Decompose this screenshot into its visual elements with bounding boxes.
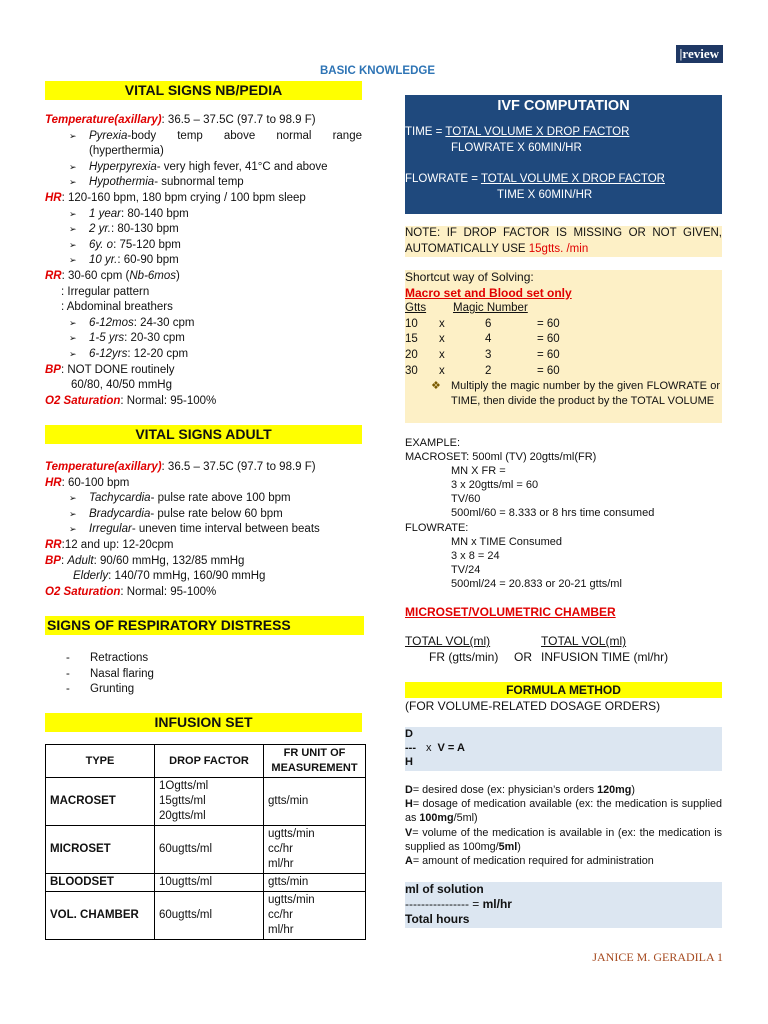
nb-hr-item-desc: : 75-120 bpm — [113, 238, 181, 251]
infusion-drop-factor — [155, 778, 264, 826]
nb-o2-value: : Normal: 95-100% — [120, 394, 217, 407]
arrow-bullet-icon: ➢ — [69, 161, 77, 172]
ivf-time-denominator: FLOWRATE X 60MIN/HR — [451, 141, 582, 154]
resp-distress-list — [66, 651, 154, 698]
ivf-computation-box — [405, 95, 722, 214]
nb-rr-item-term: 6-12yrs — [89, 347, 128, 360]
drop-factor-value: 15gtts/ml — [159, 795, 206, 807]
adult-bp-label: BP — [45, 554, 61, 567]
example-line: MN x TIME Consumed — [451, 535, 563, 548]
formula-definition — [405, 797, 722, 825]
adult-rr-label: RR — [45, 538, 62, 551]
nb-bp-line2: 60/80, 40/50 mmHg — [71, 379, 173, 392]
infusion-type: MICROSET — [46, 826, 155, 874]
shortcut-x: x — [439, 333, 445, 346]
adult-rr-value: :12 and up: 12-20cpm — [61, 538, 174, 551]
arrow-bullet-icon: ➢ — [69, 333, 77, 344]
fr-unit-value: ugtts/min — [268, 828, 315, 840]
nb-rr-close: ) — [176, 269, 180, 282]
infusion-set-header: INFUSION SET — [45, 713, 362, 732]
shortcut-magic: 2 — [485, 364, 492, 377]
nb-vitals-header: VITAL SIGNS NB/PEDIA — [45, 81, 362, 100]
adult-vitals-header: VITAL SIGNS ADULT — [45, 425, 362, 444]
definition-after: /5ml) — [453, 812, 478, 825]
formula-definition — [405, 826, 722, 854]
nb-rr-item — [45, 331, 365, 347]
adult-temp-label: Temperature(axillary) — [45, 461, 162, 473]
col-magic-number: Magic Number — [453, 302, 528, 315]
drop-factor-value: 1Ogtts/ml — [159, 780, 209, 792]
example-line: 500ml/60 = 8.333 or 8 hrs time consumed — [451, 507, 655, 520]
nb-rr-note: : Irregular pattern — [61, 285, 150, 298]
nb-temp-item — [45, 129, 362, 160]
drop-factor-value: 60ugtts/ml — [159, 909, 213, 921]
nb-hr-item-desc: : 80-130 bpm — [110, 223, 179, 236]
nb-rr-item — [45, 316, 365, 332]
fr-unit-value: ml/hr — [268, 858, 294, 870]
table-header: DROP FACTOR — [155, 745, 264, 778]
shortcut-box — [405, 270, 722, 423]
nb-temp-item-desc: - very high fever, 41°C and above — [156, 160, 328, 173]
definition-bold: 120mg — [597, 784, 632, 796]
note-text: NOTE: IF DROP FACTOR IS MISSING OR NOT GIVEN, AUTOMATICALLY USE — [405, 227, 722, 255]
adult-hr-item-desc: - pulse rate above 100 bpm — [150, 492, 291, 505]
example-line: 500ml/24 = 20.833 or 20-21 gtts/ml — [451, 577, 622, 590]
table-header: TYPE — [46, 745, 155, 778]
resp-distress-item — [66, 682, 154, 698]
definition-key: H — [405, 798, 413, 811]
shortcut-x: x — [439, 348, 445, 361]
table-header: FR UNIT OF MEASUREMENT — [264, 745, 366, 778]
nb-rr-value: : 30-60 cpm ( — [61, 269, 130, 282]
adult-bp-elderly-label: Elderly — [73, 570, 109, 583]
nb-hr-item-term: 2 yr. — [89, 223, 111, 236]
arrow-bullet-icon: ➢ — [69, 224, 77, 235]
nb-rr-paren: Nb-6mos — [129, 269, 177, 282]
footer-author: JANICE M. GERADILA 1 — [592, 950, 723, 964]
arrow-bullet-icon: ➢ — [69, 493, 77, 504]
ml-per-hour-box — [405, 882, 722, 928]
shortcut-magic: 4 — [485, 333, 492, 346]
nb-hr-item-term: 10 yr. — [89, 254, 118, 267]
adult-bp-elderly-value: : 140/70 mmHg, 160/90 mmHg — [108, 570, 266, 583]
microset-formula — [405, 634, 725, 666]
nb-hr-item-desc: : 60-90 bpm — [117, 254, 179, 267]
ivf-flow-numerator: TOTAL VOLUME X DROP FACTOR — [480, 173, 665, 186]
nb-hr-item — [45, 253, 365, 269]
adult-hr-item-desc: - pulse rate below 60 bpm — [150, 507, 283, 520]
nb-rr-item-term: 1-5 yrs — [89, 332, 125, 345]
ivf-flow-label: FLOWRATE = — [405, 173, 481, 186]
shortcut-row — [405, 348, 722, 364]
ivf-flow-denominator: TIME X 60MIN/HR — [497, 188, 593, 201]
resp-distress-item — [66, 667, 154, 683]
nb-hr-item-term: 1 year — [89, 207, 121, 220]
arrow-bullet-icon: ➢ — [69, 177, 77, 188]
arrow-bullet-icon: ➢ — [69, 508, 77, 519]
adult-hr-value: : 60-100 bpm — [61, 476, 130, 489]
infusion-type: MACROSET — [46, 778, 155, 826]
nb-rr-item-desc: : 24-30 cpm — [133, 316, 195, 329]
micro-denominator-1: FR (gtts/min) — [429, 650, 499, 664]
nb-temp-item — [45, 160, 365, 176]
ivf-title: IVF COMPUTATION — [497, 98, 630, 114]
nb-temp-value: : 36.5 – 37.5C (97.7 to 98.9 F) — [161, 114, 316, 126]
example-line: 3 x 8 = 24 — [451, 549, 500, 562]
definition-text: = dosage of medication available (ex: the medication is supplied as — [405, 798, 722, 825]
arrow-bullet-icon: ➢ — [69, 524, 77, 535]
resp-distress-text: Retractions — [90, 652, 149, 664]
micro-denominator-2: INFUSION TIME (ml/hr) — [541, 650, 669, 664]
ml-bottom: Total hours — [405, 912, 470, 926]
formula-definitions — [405, 783, 722, 868]
nb-hr-item-term: 6y. o — [89, 238, 114, 251]
arrow-bullet-icon: ➢ — [69, 317, 77, 328]
infusion-type: BLOODSET — [46, 874, 155, 892]
drop-factor-value: 10ugtts/ml — [159, 876, 213, 888]
nb-hr-item-desc: : 80-140 bpm — [120, 207, 189, 220]
nb-hr-value: : 120-160 bpm, 180 bpm crying / 100 bpm sleep — [61, 191, 306, 204]
formula-dash: --- — [405, 742, 416, 754]
arrow-bullet-icon: ➢ — [69, 255, 77, 266]
nb-temp-item — [45, 175, 365, 191]
nb-temp-list — [45, 129, 365, 191]
formula-va: V = A — [437, 742, 465, 754]
ml-dash: ---------------- = — [405, 897, 483, 911]
nb-temp-item-desc: - subnormal temp — [154, 176, 244, 189]
definition-key: A — [405, 855, 413, 868]
infusion-fr-unit — [264, 826, 366, 874]
adult-o2-label: O2 Saturation — [45, 585, 121, 598]
example-line: 3 x 20gtts/ml = 60 — [451, 479, 539, 492]
nb-rr-label: RR — [45, 269, 62, 282]
resp-distress-text: Grunting — [90, 683, 135, 696]
adult-hr-item-term: Tachycardia — [89, 492, 151, 505]
shortcut-intro: Shortcut way of Solving: — [405, 270, 534, 284]
arrow-bullet-icon: ➢ — [69, 130, 77, 141]
nb-vitals-section — [45, 113, 365, 409]
nb-temp-item-text — [69, 129, 362, 160]
drop-factor-value: 20gtts/ml — [159, 810, 206, 822]
fr-unit-value: cc/hr — [268, 843, 293, 855]
adult-hr-label: HR — [45, 476, 62, 489]
adult-o2-value: : Normal: 95-100% — [120, 585, 217, 598]
resp-distress-text: Nasal flaring — [90, 667, 154, 680]
arrow-bullet-icon: ➢ — [69, 208, 77, 219]
shortcut-x: x — [439, 317, 445, 330]
arrow-bullet-icon: ➢ — [69, 239, 77, 250]
definition-text: = amount of medication required for administration — [412, 855, 654, 868]
fr-unit-value: ugtts/min — [268, 894, 315, 906]
adult-hr-item — [45, 522, 365, 538]
definition-bold: 100mg — [419, 812, 454, 825]
dash-bullet-icon: - — [66, 683, 70, 696]
definition-key: D — [405, 784, 413, 796]
micro-numerator-1: TOTAL VOL(ml) — [405, 634, 491, 648]
dash-bullet-icon: - — [66, 652, 70, 664]
adult-hr-item-desc: - uneven time interval between beats — [131, 523, 320, 536]
shortcut-magic: 6 — [485, 317, 492, 330]
note-default: 15gtts. /min — [528, 242, 589, 255]
formula-method-header: FORMULA METHOD — [405, 682, 722, 698]
resp-distress-item — [66, 651, 154, 667]
nb-temp-item-term: Hyperpyrexia — [89, 160, 157, 173]
nb-bp-label: BP — [45, 363, 61, 376]
nb-o2-label: O2 Saturation — [45, 394, 121, 407]
definition-after: ) — [631, 784, 635, 796]
infusion-set-table — [45, 744, 366, 940]
col-gtts: Gtts — [405, 302, 427, 315]
infusion-type: VOL. CHAMBER — [46, 892, 155, 940]
definition-after: ) — [517, 840, 521, 853]
page-topic: BASIC KNOWLEDGE — [320, 65, 435, 77]
formula-x: x — [426, 742, 432, 754]
drop-factor-note — [405, 226, 722, 257]
shortcut-gtts: 20 — [405, 348, 418, 361]
shortcut-result: = 60 — [537, 364, 560, 377]
adult-bp-adult-value: : 90/60 mmHg, 132/85 mmHg — [93, 554, 245, 567]
nb-temp-item-text — [69, 160, 365, 176]
infusion-fr-unit — [264, 892, 366, 940]
infusion-table-body — [46, 778, 366, 940]
shortcut-gtts: 30 — [405, 364, 418, 377]
formula-method-subtitle: (FOR VOLUME-RELATED DOSAGE ORDERS) — [405, 699, 661, 713]
adult-hr-item — [45, 507, 365, 523]
fr-unit-value: cc/hr — [268, 909, 293, 921]
adult-bp-adult-label: Adult — [67, 554, 94, 567]
infusion-fr-unit — [264, 778, 366, 826]
adult-hr-list — [45, 491, 365, 538]
adult-hr-item-term: Irregular — [89, 523, 132, 536]
ivf-time-numerator: TOTAL VOLUME X DROP FACTOR — [445, 126, 630, 138]
shortcut-rows — [405, 317, 722, 379]
shortcut-row — [405, 364, 722, 380]
example-line: MACROSET: 500ml (TV) 20gtts/ml(FR) — [405, 451, 597, 464]
example-line: TV/24 — [451, 563, 481, 576]
micro-or: OR — [514, 650, 532, 664]
adult-vitals-section: Temperature(axillary): 36.5 – 37.5C (97.7 to 98.9 F) HR: 60-100 bpm ➢ Tachycardia- pulse rate above 100 bpm ➢ Bradycardia- pulse rate below 60 bpm ➢ Irregular- uneven time interval between beats RR:12 and up: 12-20cpm BP: Adult: 90/60 mmHg, 132/85 mmHg Elderly: 140/70 mmHg, 160/90 mmHg O2 Saturation: Normal: 95-100% — [45, 460, 365, 600]
nb-rr-item-desc: : 12-20 cpm — [127, 347, 189, 360]
fr-unit-value: gtts/min — [268, 795, 309, 807]
shortcut-row — [405, 332, 722, 348]
table-row — [46, 874, 366, 892]
infusion-fr-unit — [264, 874, 366, 892]
drop-factor-value: 60ugtts/ml — [159, 843, 213, 855]
shortcut-result: = 60 — [537, 317, 560, 330]
adult-hr-item — [45, 491, 365, 507]
nb-temp-item-term: Hypothermia — [89, 176, 155, 189]
dash-bullet-icon: - — [66, 667, 70, 680]
nb-hr-item — [45, 222, 365, 238]
nb-bp-value: : NOT DONE routinely — [60, 363, 175, 376]
example-section — [405, 436, 725, 591]
shortcut-tip-text: Multiply the magic number by the given FLOWRATE or TIME, then divide the product by the TOTAL VOLUME — [451, 380, 720, 407]
definition-key: V — [405, 826, 413, 839]
ml-result: ml/hr — [482, 897, 512, 911]
shortcut-tip — [405, 379, 722, 408]
nb-rr-item-term: 6-12mos — [89, 316, 134, 329]
nb-rr-note: : Abdominal breathers — [61, 301, 173, 314]
nb-temp-item-term: Pyrexia — [89, 129, 128, 142]
nb-hr-list — [45, 207, 365, 269]
adult-temp-value: : 36.5 – 37.5C (97.7 to 98.9 F) — [161, 461, 316, 473]
dva-formula-box — [405, 727, 722, 771]
table-row — [46, 892, 366, 940]
shortcut-row — [405, 317, 722, 333]
micro-numerator-2: TOTAL VOL(ml) — [541, 634, 627, 648]
nb-temp-item-text — [69, 175, 365, 191]
microset-title: MICROSET/VOLUMETRIC CHAMBER — [405, 605, 616, 619]
example-line: MN X FR = — [451, 465, 506, 478]
shortcut-result: = 60 — [537, 333, 560, 346]
definition-text: = volume of the medication is available in (ex: the medication is supplied as 100mg/ — [405, 826, 722, 853]
shortcut-result: = 60 — [537, 348, 560, 361]
nb-hr-item — [45, 238, 365, 254]
shortcut-gtts: 15 — [405, 333, 418, 346]
shortcut-x: x — [439, 364, 445, 377]
fr-unit-value: ml/hr — [268, 924, 294, 936]
formula-definition — [405, 854, 722, 868]
arrow-bullet-icon: ➢ — [69, 348, 77, 359]
nb-hr-item — [45, 207, 365, 223]
formula-h: H — [405, 756, 413, 768]
example-line: EXAMPLE: — [405, 437, 461, 449]
nb-temp-item-desc: -body temp above normal range (hyperthermia) — [89, 129, 362, 158]
adult-hr-item-term: Bradycardia — [89, 507, 151, 520]
shortcut-subtitle: Macro set and Blood set only — [405, 285, 572, 300]
example-line: TV/60 — [451, 493, 481, 506]
formula-d: D — [405, 728, 413, 740]
nb-rr-item-desc: : 20-30 cpm — [124, 332, 185, 345]
definition-text: = desired dose (ex: physician’s orders — [412, 784, 598, 796]
resp-distress-header: SIGNS OF RESPIRATORY DISTRESS — [45, 616, 364, 635]
table-row — [46, 778, 366, 826]
diamond-bullet-icon: ❖ — [431, 380, 441, 393]
nb-rr-list — [45, 316, 365, 363]
table-row — [46, 826, 366, 874]
example-line: FLOWRATE: — [405, 521, 469, 534]
fr-unit-value: gtts/min — [268, 876, 309, 888]
nb-temp-label: Temperature(axillary) — [45, 114, 162, 126]
ml-top: ml of solution — [405, 882, 484, 896]
infusion-drop-factor — [155, 826, 264, 874]
nb-hr-label: HR — [45, 191, 62, 204]
review-badge: |review — [676, 45, 723, 63]
shortcut-gtts: 10 — [405, 317, 418, 330]
formula-definition — [405, 783, 722, 797]
definition-bold: 5ml — [498, 840, 518, 853]
infusion-drop-factor — [155, 892, 264, 940]
nb-rr-item — [45, 347, 365, 363]
shortcut-magic: 3 — [485, 348, 492, 361]
infusion-drop-factor — [155, 874, 264, 892]
ivf-time-label: TIME = — [405, 126, 446, 138]
